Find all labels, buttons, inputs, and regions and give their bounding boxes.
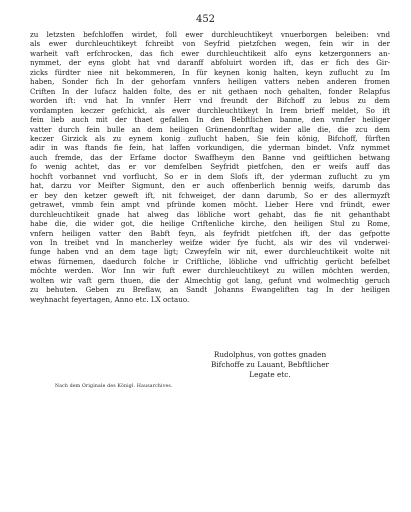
text-line: etwas fürnemen, daedurch folche ir Criftliche, löbliche vnd uffrichtig gerücht befelbet [30, 256, 390, 266]
text-line: funge haben vnd an dem tage ligt; Czweyfeln wir nit, ewer durchleuchtikeit wolte nit [30, 247, 390, 257]
text-line: er bey den ketzer geweft ift, nit fchweiget, der dann darumb, So er des allermyzft [30, 190, 390, 200]
text-line: von In treibet vnd In mancherley weifze wider fye fucht, als wir des vil vnderwei- [30, 237, 390, 247]
text-line: getrawet, vmmb fein ampt vnd pfründe komen möcht. Lieber Here vnd fründt, ewer [30, 200, 390, 210]
signature-line: Legate etc. [249, 370, 291, 379]
text-line: zu letzsten befchloffen wirdet, foll ewer durchleuchtikeyt vnuerborgen beleiben: vnd [30, 30, 390, 39]
source-note: Nach dem Originale des Königl. Hausarchives. [55, 384, 173, 389]
page-number: 452 [195, 14, 216, 25]
text-line: zu behuten. Geben zu Breflaw, an Sandt Johanns Ewangeliften tag In der heiligen [30, 285, 390, 295]
text-line: warheit vaft erfchrocken, das fich ewer durchleuchtikeit alfo eyns ketzergonners an- [30, 48, 390, 58]
text-line: durchleuchtikeit gnade hat alweg das löbliche wort gehabt, das fie nit gehanthabt [30, 209, 390, 219]
text-line: fo wenig achtet, das er vor demfelben Seyfridt pietfchen, den er weifs auff das [30, 162, 390, 172]
text-line: haben, Sonder fich In der gehorfam vnnfers heiligen vatters neben anderen fromen [30, 77, 390, 87]
signature-line: Rudolphus, von gottes gnaden [213, 350, 327, 359]
signature-line: Bifchoffe zu Lauant, Bebftlicher [210, 360, 330, 369]
text-line: wolten wir vaft gern thuen, die der Almechtig got lang, gefunt vnd wolmechtig geruch [30, 275, 390, 285]
text-line: habe die, die wider got, die heilige Criftenliche kirche, den heiligen Stul zu Rome, [30, 219, 390, 229]
text-line: keczer Girzick als zu eynem konig zuflucht haben, Sie fein könig, Bifchoff, fürften [30, 133, 390, 143]
text-line: hochft vorbannet vnd vorflucht, So er in dem Slofs ift, der yderman zuflucht zu ym [30, 171, 390, 181]
text-line: adir in was ftands fie fein, hat laffen vorkundigen, die yderman bindet. Vnfz nymmet [30, 143, 390, 153]
text-line: weyhnacht feyertagen, Anno etc. LX octauo. [30, 294, 190, 304]
signature-block [190, 350, 350, 380]
text-line: möchte werden. Wor Inn wir fuft ewer durchleuchtikeyt zu willen möchten werden, [30, 266, 390, 276]
text-line: als ewer durchleuchtikeyt fchreibt von Seyfrid pietzfchen wegen, fein wir in der [30, 39, 390, 49]
letter-body [30, 30, 390, 304]
text-line: hat, darzu vor Meifter Sigmunt, den er auch offenberlich bennig weifs, darumb das [30, 181, 390, 191]
text-line: vnfern heiligen vatter den Babft feyn, als feyfridt pietfchen ift, der das gefpotte [30, 228, 390, 238]
text-line: zicks fürdter niee nit bekommeren, In für keynen konig halten, keyn zuflucht zu Im [30, 67, 390, 77]
text-line: vatter durch fein bulle an dem heiligen Grünendonrftag wider alle die, die zcu dem [30, 124, 390, 134]
text-line: fein lieb auch mit der thaet gefallen In den Bebftlichen banne, den vnnfer heiliger [30, 115, 390, 125]
text-line: Criften In der lufacz halden folte, des er nit gethaen noch gehalten, fonder Relapfus [30, 86, 390, 96]
text-line: vordampten keczer gefchickt, als ewer durchleuchtikeyt In Irem brieff meldet, So ift [30, 105, 390, 115]
text-line: auch fremde, das der Erfame doctor Swaffheym den Banne vnd geiftlichen betwang [30, 152, 390, 162]
text-line: nymmet, der eyns globt hat vnd daranff abfoluirt worden ift, das er fich des Gir- [30, 58, 390, 68]
text-line: worden ift: vnd hat In vnnfer Herr vnd freundt der Bifchoff zu lebus zu dem [30, 96, 390, 106]
